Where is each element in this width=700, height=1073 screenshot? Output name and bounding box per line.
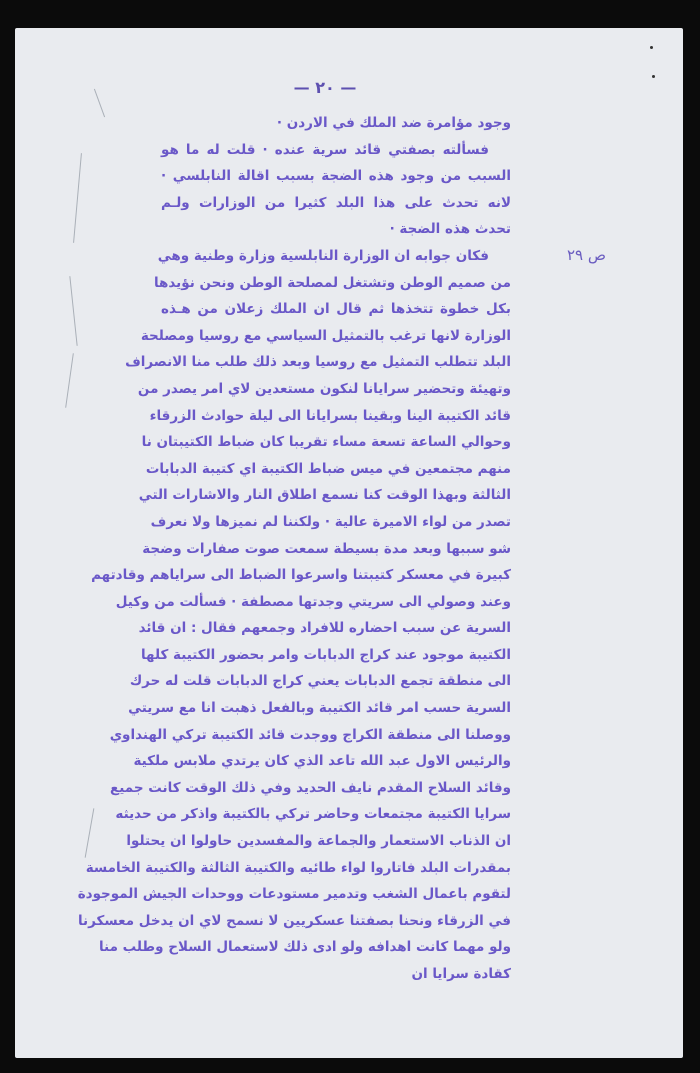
page-number: — ٢٠ — — [293, 78, 357, 97]
pencil-mark — [94, 89, 105, 118]
text-line: البلد تتطلب التمثيل مع روسيا وبعد ذلك طلب منا الانصراف — [125, 354, 511, 371]
pencil-mark — [69, 276, 77, 346]
punch-dot — [650, 46, 653, 49]
text-line: ووصلنا الى منطقة الكراج ووجدت قائد الكتيبة تركي الهنداوي — [109, 726, 511, 743]
typed-text-block — [77, 110, 511, 988]
text-line: تصدر من لواء الاميرة عالية · ولكننا لم نميزها ولا نعرف — [150, 513, 511, 530]
punch-dot — [652, 75, 655, 78]
text-line: السبب من وجود هذه الضجة بسبب اقالة النابلسي · — [161, 168, 511, 185]
text-line: الى منطقة تجمع الدبابات يعني كراج الدبابات قلت له حرك — [129, 673, 511, 690]
text-line: كقادة سرايا ان — [411, 966, 511, 982]
text-line: وقائد السلاح المقدم نايف الحديد وفي ذلك الوقت كانت جميع — [110, 779, 511, 796]
text-line: من صميم الوطن وتشتغل لمصلحة الوطن ونحن نؤيدها — [153, 274, 511, 291]
text-line: شو سببها وبعد مدة بسيطة سمعت صوت صفارات وضجة — [142, 540, 511, 557]
text-line: الوزارة لانها ترغب بالتمثيل السياسي مع روسيا ومصلحة — [140, 327, 511, 344]
text-line: كبيرة في معسكر كتيبتنا واسرعوا الضباط الى سراياهم وقادتهم — [91, 567, 511, 584]
pencil-mark — [85, 808, 95, 857]
text-line: الكتيبة موجود عند كراج الدبابات وامر بحضور الكتيبة كلها — [140, 646, 511, 663]
text-line: ولو مهما كانت اهدافه ولو ادى ذلك لاستعمال السلاح وطلب منا — [98, 939, 511, 956]
text-line: السرية حسب امر قائد الكتيبة وبالفعل ذهبت انا مع سريتي — [128, 700, 511, 717]
text-line: تحدث هذه الضجة · — [389, 221, 511, 238]
text-line: وحوالي الساعة تسعة مساء تقريبا كان ضباط الكتيبتان نا — [141, 434, 511, 451]
text-line: قائد الكتيبة الينا وبقينا بسرايانا الى ليلة حوادث الزرقاء — [149, 407, 511, 424]
pencil-mark — [65, 353, 74, 408]
text-line: في الزرقاء ونحنا بصفتنا عسكريين لا نسمح لاي ان يدخل معسكرنا — [77, 912, 511, 929]
text-line: فسألته بصفتي قائد سرية عنده · قلت له ما هو — [161, 141, 489, 158]
text-line: لتقوم باعمال الشغب وتدمير مستودعات ووحدات الجيش الموجودة — [77, 886, 511, 903]
text-line: ان الذناب الاستعمار والجماعة والمفسدين حاولوا ان يحتلوا — [126, 833, 511, 850]
text-line: السرية عن سبب احضاره للافراد وجمعهم فقال : ان قائد — [138, 620, 511, 637]
document-page — [15, 28, 683, 1058]
margin-note: ص ٢٩ — [567, 246, 607, 264]
text-line: الثالثة وبهذا الوقت كنا نسمع اطلاق النار والاشارات التي — [138, 487, 511, 504]
text-line: فكان جوابه ان الوزارة النابلسية وزارة وطنية وهي — [157, 247, 489, 264]
text-line: وعند وصولي الى سريتي وجدتها مصطفة · فسألت من وكيل — [115, 593, 511, 610]
text-line: لانه تحدث على هذا البلد كثيرا من الوزارات ولـم — [161, 194, 511, 211]
text-line: والرئيس الاول عبد الله تاعد الذي كان يرتدي ملابس ملكية — [133, 753, 511, 770]
pencil-mark — [73, 153, 82, 243]
text-line: وتهيئة وتحضير سرايانا لنكون مستعدين لاي امر يصدر من — [137, 380, 511, 397]
text-line: بمقدرات البلد فاتاروا لواء طائيه والكتيبة الثالثة والكتيبة الخامسة — [85, 859, 511, 876]
text-line: منهم مجتمعين في ميس ضباط الكتيبة اي كتيبة الدبابات — [145, 460, 511, 477]
text-line: سرايا الكتيبة مجتمعات وحاضر تركي بالكتيبة واذكر من حديثه — [115, 806, 511, 823]
text-line: بكل خطوة تتخذها ثم قال ان الملك زعلان من هـذه — [161, 301, 511, 318]
text-line: وجود مؤامرة ضد الملك في الاردن · — [276, 115, 511, 131]
